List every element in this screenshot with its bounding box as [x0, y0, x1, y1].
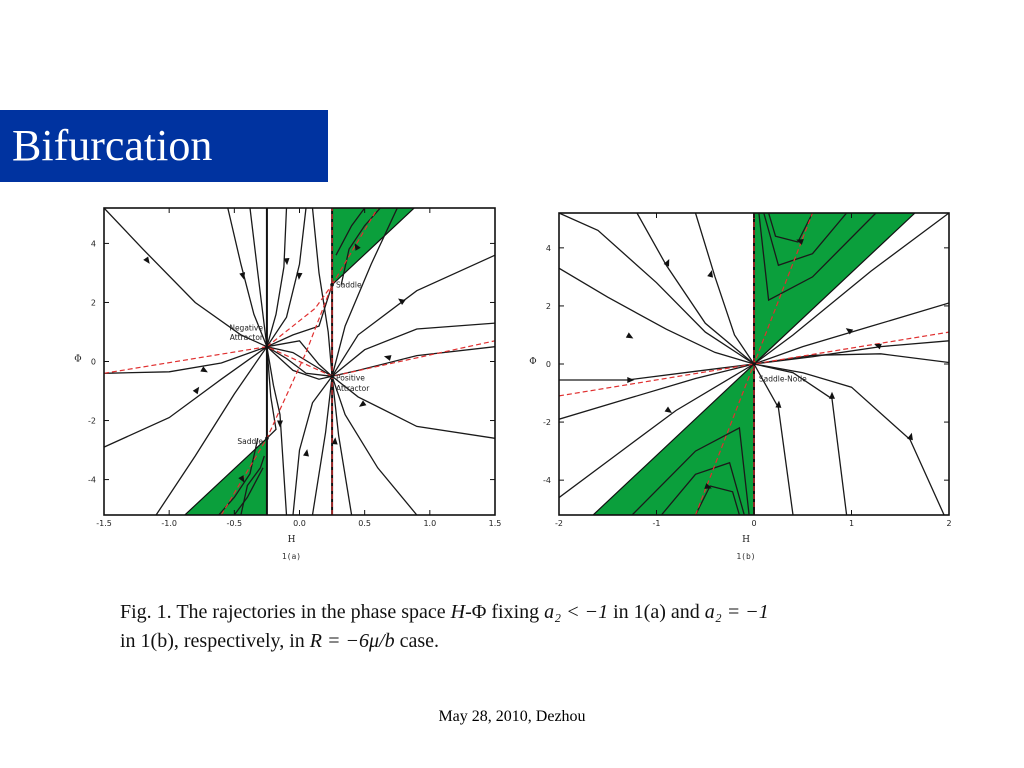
slide-footer: May 28, 2010, Dezhou [438, 708, 586, 725]
caption-line2-start: in 1(b), respectively, in [120, 630, 310, 652]
separatrix-dashed [104, 341, 495, 377]
trajectory-arrow [383, 353, 391, 361]
trajectory-curve [293, 376, 332, 515]
caption-line-2 [120, 627, 940, 656]
trajectory-arrow [665, 407, 674, 416]
trajectory-curve [104, 347, 267, 447]
x-tick-label: -0.5 [226, 519, 243, 528]
x-axis-label: H [742, 535, 750, 545]
trajectory-curve [332, 347, 495, 377]
trajectory-arrow [193, 385, 202, 394]
trajectory-curve [267, 208, 287, 347]
y-axis-label: Φ [529, 357, 537, 367]
trajectory-curve [754, 364, 793, 515]
caption-fixing: fixing [486, 601, 545, 623]
x-tick-label: 2 [946, 519, 952, 528]
caption-prefix: Fig. 1. The rajectories in the phase space [120, 601, 451, 623]
y-tick-label: 2 [545, 301, 551, 311]
caption-var-phi: Φ [471, 601, 487, 623]
caption-var-h: H [450, 601, 466, 623]
fixed-point [265, 345, 269, 349]
trajectory-arrow [907, 432, 915, 440]
trajectory-curve [267, 347, 332, 380]
attractor-basin-region [332, 208, 414, 285]
x-tick-label: 1 [848, 519, 855, 528]
y-tick-label: 4 [545, 243, 551, 253]
phase-portrait-1a [70, 200, 510, 570]
fixed-point [330, 374, 334, 378]
x-tick-label: -1 [652, 519, 661, 528]
trajectory-arrow [239, 272, 247, 280]
x-tick-label: 0 [751, 519, 757, 528]
trajectory-curve [313, 376, 333, 515]
trajectory-curve [696, 213, 755, 364]
figure-caption [120, 598, 940, 656]
x-axis-label: H [287, 535, 296, 545]
y-tick-label: -2 [543, 418, 551, 428]
y-tick-label: -4 [88, 475, 96, 485]
fixed-point-annotation: Negative [229, 323, 264, 333]
phase-portrait-1a-svg [70, 200, 510, 570]
trajectory-arrow [357, 400, 366, 409]
trajectory-curve [637, 213, 754, 364]
trajectory-arrow [626, 332, 635, 341]
trajectory-arrow [200, 366, 209, 375]
caption-cond-r: R = −6μ/b [309, 630, 395, 652]
x-tick-label: 0.5 [358, 519, 372, 528]
y-tick-label: 0 [545, 360, 551, 369]
title-banner [0, 110, 328, 182]
y-tick-label: -2 [88, 416, 96, 426]
trajectory-arrow [303, 449, 310, 457]
caption-line2-end: case. [394, 630, 439, 652]
y-tick-label: 4 [90, 239, 96, 249]
y-tick-label: -4 [543, 476, 551, 486]
trajectory-curve [754, 341, 949, 364]
plot-area [104, 208, 495, 515]
trajectory-curve [332, 376, 352, 515]
fixed-point [265, 436, 269, 440]
fixed-point-annotation: Positive [335, 373, 365, 383]
caption-in-1a: in 1(a) and [608, 601, 705, 623]
fixed-point-annotation: Saddle-Node [758, 374, 807, 384]
caption-cond-b: a₂ = −1 [704, 601, 769, 623]
phase-portrait-1b-svg [518, 205, 958, 575]
x-tick-label: 1.0 [423, 519, 437, 528]
panel-label: 1(b) [736, 552, 756, 561]
fixed-point-annotation: Attractor [229, 333, 264, 343]
caption-line-1 [120, 598, 940, 627]
trajectory-arrow [829, 392, 835, 399]
x-tick-label: -1.0 [161, 519, 177, 528]
trajectory-arrow [277, 421, 283, 428]
panel-label: 1(a) [281, 552, 302, 561]
x-tick-label: -2 [555, 519, 563, 528]
y-tick-label: 2 [90, 298, 96, 308]
trajectory-curve [559, 213, 754, 364]
trajectory-curve [754, 364, 847, 515]
trajectory-arrow [396, 296, 405, 305]
y-axis-label: Φ [74, 354, 82, 365]
slide-title: Bifurcation [12, 121, 213, 170]
x-tick-label: 1.5 [488, 519, 502, 528]
x-tick-label: -1.5 [96, 519, 112, 528]
trajectory-curve [332, 373, 417, 515]
fixed-point-annotation: Attractor [335, 384, 370, 394]
y-tick-label: 0 [90, 357, 96, 367]
caption-cond-a: a₂ < −1 [544, 601, 609, 623]
trajectory-curve [559, 364, 754, 380]
plot-area [559, 213, 949, 515]
phase-portrait-1b [518, 205, 958, 575]
caption-dash: - [465, 601, 472, 623]
fixed-point [752, 362, 756, 366]
trajectory-arrow [873, 341, 882, 349]
fixed-point-annotation: Saddle [335, 280, 362, 290]
fixed-point [330, 283, 334, 287]
x-tick-label: 0.0 [293, 519, 306, 528]
trajectory-arrow [627, 377, 634, 383]
fixed-point-annotation: Saddle [237, 437, 264, 447]
